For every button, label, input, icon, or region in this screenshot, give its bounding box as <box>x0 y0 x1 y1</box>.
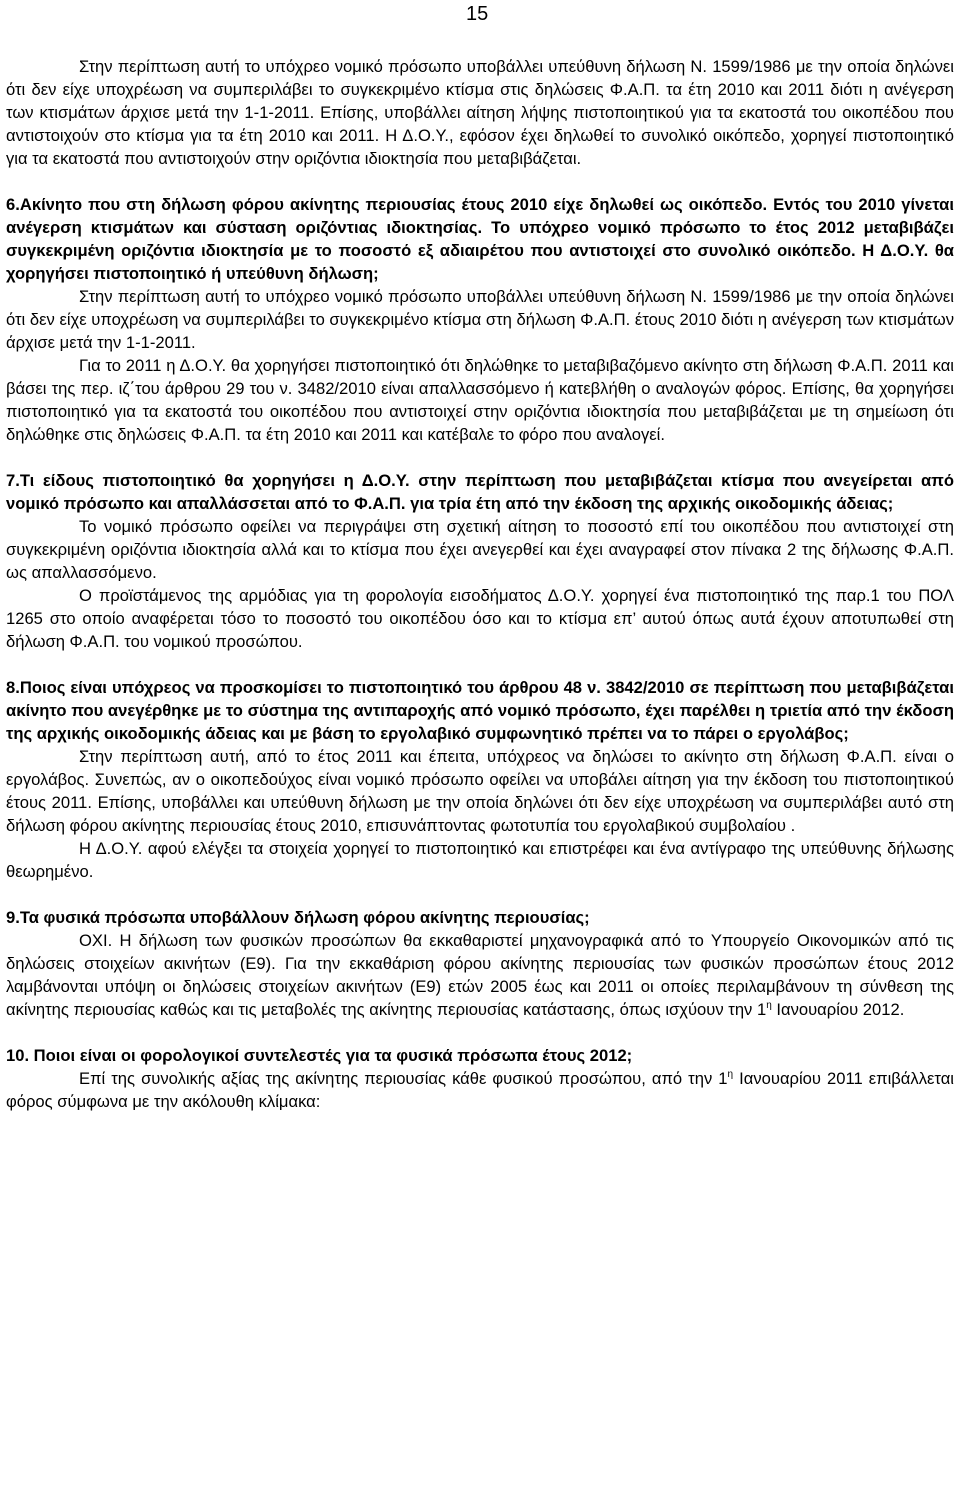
paragraph-text-end: Ιανουαρίου 2011 επιβάλλεται φόρος σύμφωνα με την ακόλουθη κλίμακα: <box>6 1069 954 1111</box>
heading-text: 10. Ποιοι είναι οι φορολογικοί συντελεστές για τα φυσικά πρόσωπα έτους 2012; <box>6 1046 633 1065</box>
heading-text: 9.Τα φυσικά πρόσωπα υποβάλλουν δήλωση φόρου ακίνητης περιουσίας; <box>6 908 590 927</box>
paragraph: Στην περίπτωση αυτή το υπόχρεο νομικό πρόσωπο υποβάλλει υπεύθυνη δήλωση Ν. 1599/1986 με την οποία δηλώνει ότι δεν είχε υποχρέωση να συμπεριλάβει το συγκεκριμένο κτίσμα στις δηλώσεις Φ.Α.Π. τα έτη 2010 και 2011 διότι η ανέγερση των κτισμάτων άρχισε μετά την 1-1-2011. Επίσης, υποβάλλει αίτηση λήψης πιστοποιητικού για τα εκατοστά του οικοπέδου που αντιστοιχούν στο κτίσμα για τα έτη 2010 και 2011. Η Δ.Ο.Υ., εφόσον έχει δηλωθεί το συνολικό οικόπεδο, χορηγεί πιστοποιητικό για τα εκατοστά που αντιστοιχούν στην οριζόντια ιδιοκτησία που μεταβιβάζεται. <box>6 57 954 168</box>
superscript: η <box>766 1000 772 1011</box>
section-heading <box>6 906 954 929</box>
heading-text: 8.Ποιος είναι υπόχρεος να προσκομίσει το πιστοποιητικό του άρθρου 48 ν. 3842/2010 σε περίπτωση που μεταβιβάζεται ακίνητο που ανεγέρθηκε με το σύστημα της αντιπαροχής από νομικό πρόσωπο, έχει παρέλθει η τριετία από την έκδοση της αρχικής οικοδομικής άδειας και με βάση το εργολαβικό συμφωνητικό πρέπει να το πάρει ο εργολάβος; <box>6 678 954 743</box>
heading-text: 6.Ακίνητο που στη δήλωση φόρου ακίνητης περιουσίας έτους 2010 είχε δηλωθεί ως οικόπεδο. Εντός του 2010 γίνεται ανέγερση κτισμάτων και σύσταση οριζόντιας ιδιοκτησίας. Το υπόχρεο νομικό πρόσωπο το έτος 2012 μεταβιβάζει συγκεκριμένη οριζόντια ιδιοκτησία με το ποσοστό εξ αδιαιρέτου που αντιστοιχεί στο συνολικό οικόπεδο. Η Δ.Ο.Υ. θα χορηγήσει πιστοποιητικό ή υπεύθυνη δήλωση; <box>6 195 954 283</box>
superscript: η <box>727 1069 734 1080</box>
paragraph: Στην περίπτωση αυτή το υπόχρεο νομικό πρόσωπο υποβάλλει υπεύθυνη δήλωση Ν. 1599/1986 με την οποία δηλώνει ότι δεν είχε υποχρέωση να συμπεριλάβει το συγκεκριμένο κτίσμα στη δήλωση Φ.Α.Π. έτους 2010 διότι η ανέγερση των κτισμάτων άρχισε μετά την 1-1-2011. <box>6 287 954 352</box>
paragraph: Στην περίπτωση αυτή, από το έτος 2011 και έπειτα, υπόχρεος να δηλώσει το ακίνητο στη δήλωση Φ.Α.Π. είναι ο εργολάβος. Συνεπώς, αν ο οικοπεδούχος είναι νομικό πρόσωπο οφείλει να υποβάλει αίτηση για την έκδοση του πιστοποιητικού έτους 2011. Επίσης, υποβάλλει και υπεύθυνη δήλωση με την οποία δηλώνει ότι δεν είχε υποχρέωση να συμπεριλάβει αυτό στη δήλωση φόρου ακίνητης περιουσίας έτους 2010, επισυνάπτοντας φωτοτυπία του εργολαβικού συμβολαίου . <box>6 747 954 835</box>
paragraph: Για το 2011 η Δ.Ο.Υ. θα χορηγήσει πιστοποιητικό ότι δηλώθηκε το μεταβιβαζόμενο ακίνητο στη δήλωση Φ.Α.Π. 2011 και βάσει της περ. ιζ΄του άρθρου 29 του ν. 3482/2010 είναι απαλλασσόμενο ή κατεβλήθη ο αναλογών φόρος. Επίσης, θα χορηγήσει πιστοποιητικό για τα εκατοστά του οικοπέδου που αντιστοιχεί στην οριζόντια ιδιοκτησία που μεταβιβάζεται με τη σημείωση ότι δηλώθηκε στις δηλώσεις Φ.Α.Π. τα έτη 2010 και 2011 και κατέβαλε το φόρο που αναλογεί. <box>6 356 954 444</box>
heading-text: 7.Τι είδους πιστοποιητικό θα χορηγήσει η Δ.Ο.Υ. στην περίπτωση που μεταβιβάζεται κτίσμα που ανεγείρεται από νομικό πρόσωπο και απαλλάσσεται από το Φ.Α.Π. για τρία έτη από την έκδοση της αρχικής οικοδομικής άδειας; <box>6 471 954 513</box>
section-heading <box>6 676 954 745</box>
section-heading <box>6 193 954 285</box>
document-body <box>6 55 954 1113</box>
paragraph: Η Δ.Ο.Υ. αφού ελέγξει τα στοιχεία χορηγεί το πιστοποιητικό και επιστρέφει και ένα αντίγραφο της υπεύθυνης δήλωσης θεωρημένο. <box>6 839 954 881</box>
paragraph-text: ΟΧΙ. Η δήλωση των φυσικών προσώπων θα εκκαθαριστεί μηχανογραφικά από το Υπουργείο Οικονομικών από τις δηλώσεις στοιχείων ακινήτων (Ε9). Για την εκκαθάριση φόρου ακίνητης περιουσίας των φυσικών προσώπων έτους 2012 λαμβάνονται υπόψη οι δηλώσεις στοιχείων ακινήτων (Ε9) ετών 2005 έως και 2011 οι οποίες περιλαμβάνουν τη σύνθεση της ακίνητης περιουσίας καθώς και τις μεταβολές της ακίνητης περιουσίας κατάστασης, όπως ισχύουν την 1 <box>6 931 954 1019</box>
section-heading <box>6 469 954 515</box>
paragraph-text: Επί της συνολικής αξίας της ακίνητης περιουσίας κάθε φυσικού προσώπου, από την 1 <box>79 1069 728 1088</box>
paragraph <box>6 1067 954 1113</box>
paragraph: Ο προϊστάμενος της αρμόδιας για τη φορολογία εισοδήματος Δ.Ο.Υ. χορηγεί ένα πιστοποιητικό της παρ.1 του ΠΟΛ 1265 στο οποίο αναφέρεται τόσο το ποσοστό του οικοπέδου όσο και το κτίσμα επ’ αυτού όπως αυτά έχουν αποτυπωθεί στη δήλωση Φ.Α.Π. του νομικού προσώπου. <box>6 586 954 651</box>
page-number: 15 <box>466 3 489 25</box>
paragraph: Το νομικό πρόσωπο οφείλει να περιγράψει στη σχετική αίτηση το ποσοστό επί του οικοπέδου που αντιστοιχεί στη συγκεκριμένη οριζόντια ιδιοκτησία αλλά και το κτίσμα που έχει ανεγερθεί και έχει αναγραφεί στον πίνακα 2 της δήλωσης Φ.Α.Π. ως απαλλασσόμενο. <box>6 517 954 582</box>
section-heading <box>6 1044 954 1067</box>
paragraph-text-end: Ιανουαρίου 2012. <box>771 1000 905 1019</box>
paragraph <box>6 929 954 1021</box>
